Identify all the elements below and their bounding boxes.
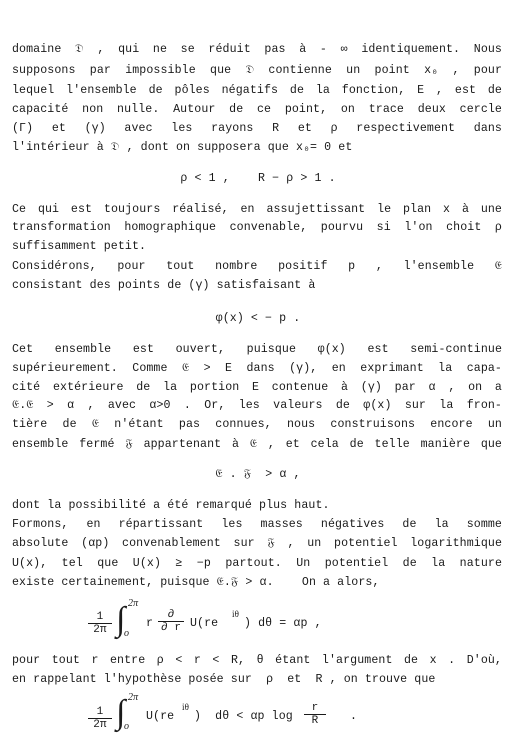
formula-term: r (146, 617, 154, 630)
formula-term: ) dθ < αp log (194, 710, 293, 723)
text-line: existe certainement, puisque 𝔈.𝔉 > α. On a alors, (12, 576, 380, 589)
text-line: Considérons, pour tout nombre positif p , l'ensemble 𝔈 (12, 260, 502, 273)
text-line: consistant des points de (γ) satisfaisant à (12, 279, 316, 292)
text-line: cité extérieure de la portion E contenue à (γ) par α , on a (12, 381, 502, 394)
text-line: supérieurement. Comme 𝔈 > E dans (γ), en exprimant la capa- (12, 362, 502, 375)
log-fraction: $\frac{r}{R}$ (304, 702, 326, 727)
text-line: ensemble fermé 𝔉 appartenant à 𝔈 , et cela de telle manière que (12, 438, 502, 451)
integral-upper-limit: 2π (128, 598, 139, 609)
text-line: en rappelant l'hypothèse posée sur ρ et R , on trouve que (12, 673, 436, 686)
text-line: Ce qui est toujours réalisé, en assujettissant le plan x à une (12, 203, 502, 216)
text-line: l'intérieur à 𝔇 , dont on supposera que x₀= 0 et (12, 141, 353, 154)
formula-term: ) dθ = αp , (244, 617, 322, 630)
text-line: Formons, en répartissant les masses négatives de la somme (12, 518, 502, 531)
integral-lower-limit: o (124, 721, 130, 732)
text-line: U(x), tel que U(x) ≥ −p partout. Un potentiel de la nature (12, 557, 502, 570)
display-equation: ρ < 1 , R − ρ > 1 . (180, 172, 336, 185)
exponent: iθ (182, 702, 190, 712)
display-equation: 𝔈 . 𝔉 > α , (215, 468, 301, 481)
formula-term: U(re (146, 710, 175, 723)
text-line: transformation homographique convenable, pourvu si l'on choit ρ (12, 221, 502, 234)
text-line: absolute (αp) convenablement sur 𝔉 , un potentiel logarithmique (12, 537, 502, 550)
fraction: $\frac{1}{2\pi}$ (88, 706, 112, 731)
text-line: dont la possibilité a été remarqué plus haut. (12, 499, 330, 512)
fraction: $\frac{1}{2\pi}$ (88, 611, 112, 636)
partial-derivative: ∂ ∂ r (158, 609, 184, 634)
text-line: suffisamment petit. (12, 240, 147, 253)
integral-lower-limit: o (124, 628, 130, 639)
text-line: capacité non nulle. Autour de ce point, on trace deux cercle (12, 103, 502, 116)
text-line: (Γ) et (γ) avec les rayons R et ρ respectivement dans (12, 122, 502, 135)
text-line: tière de 𝔈 n'étant pas connues, nous construisons encore un (12, 418, 502, 431)
text-line: lequel l'ensemble de pôles négatifs de la fonction, E , est de (12, 84, 502, 97)
display-equation: φ(x) < − p . (215, 312, 301, 325)
exponent: iθ (232, 609, 240, 619)
text-line: Cet ensemble est ouvert, puisque φ(x) est semi-continue (12, 343, 502, 356)
integral-sign: ∫ (116, 601, 126, 638)
text-line: domaine 𝔇 , qui ne se réduit pas à - ∞ identiquement. Nous (12, 43, 502, 56)
formula-term: U(re (190, 617, 219, 630)
text-line: 𝔈.𝔈 > α , avec α>0 . Or, les valeurs de φ(x) sur la fron- (12, 399, 502, 412)
integral-sign: ∫ (116, 694, 126, 731)
formula-term: . (350, 710, 358, 723)
text-line: supposons par impossible que 𝔇 contienne un point x₀ , pour (12, 64, 502, 77)
text-line: pour tout r entre ρ < r < R, θ étant l'argument de x . D'où, (12, 654, 502, 667)
integral-upper-limit: 2π (128, 692, 139, 703)
